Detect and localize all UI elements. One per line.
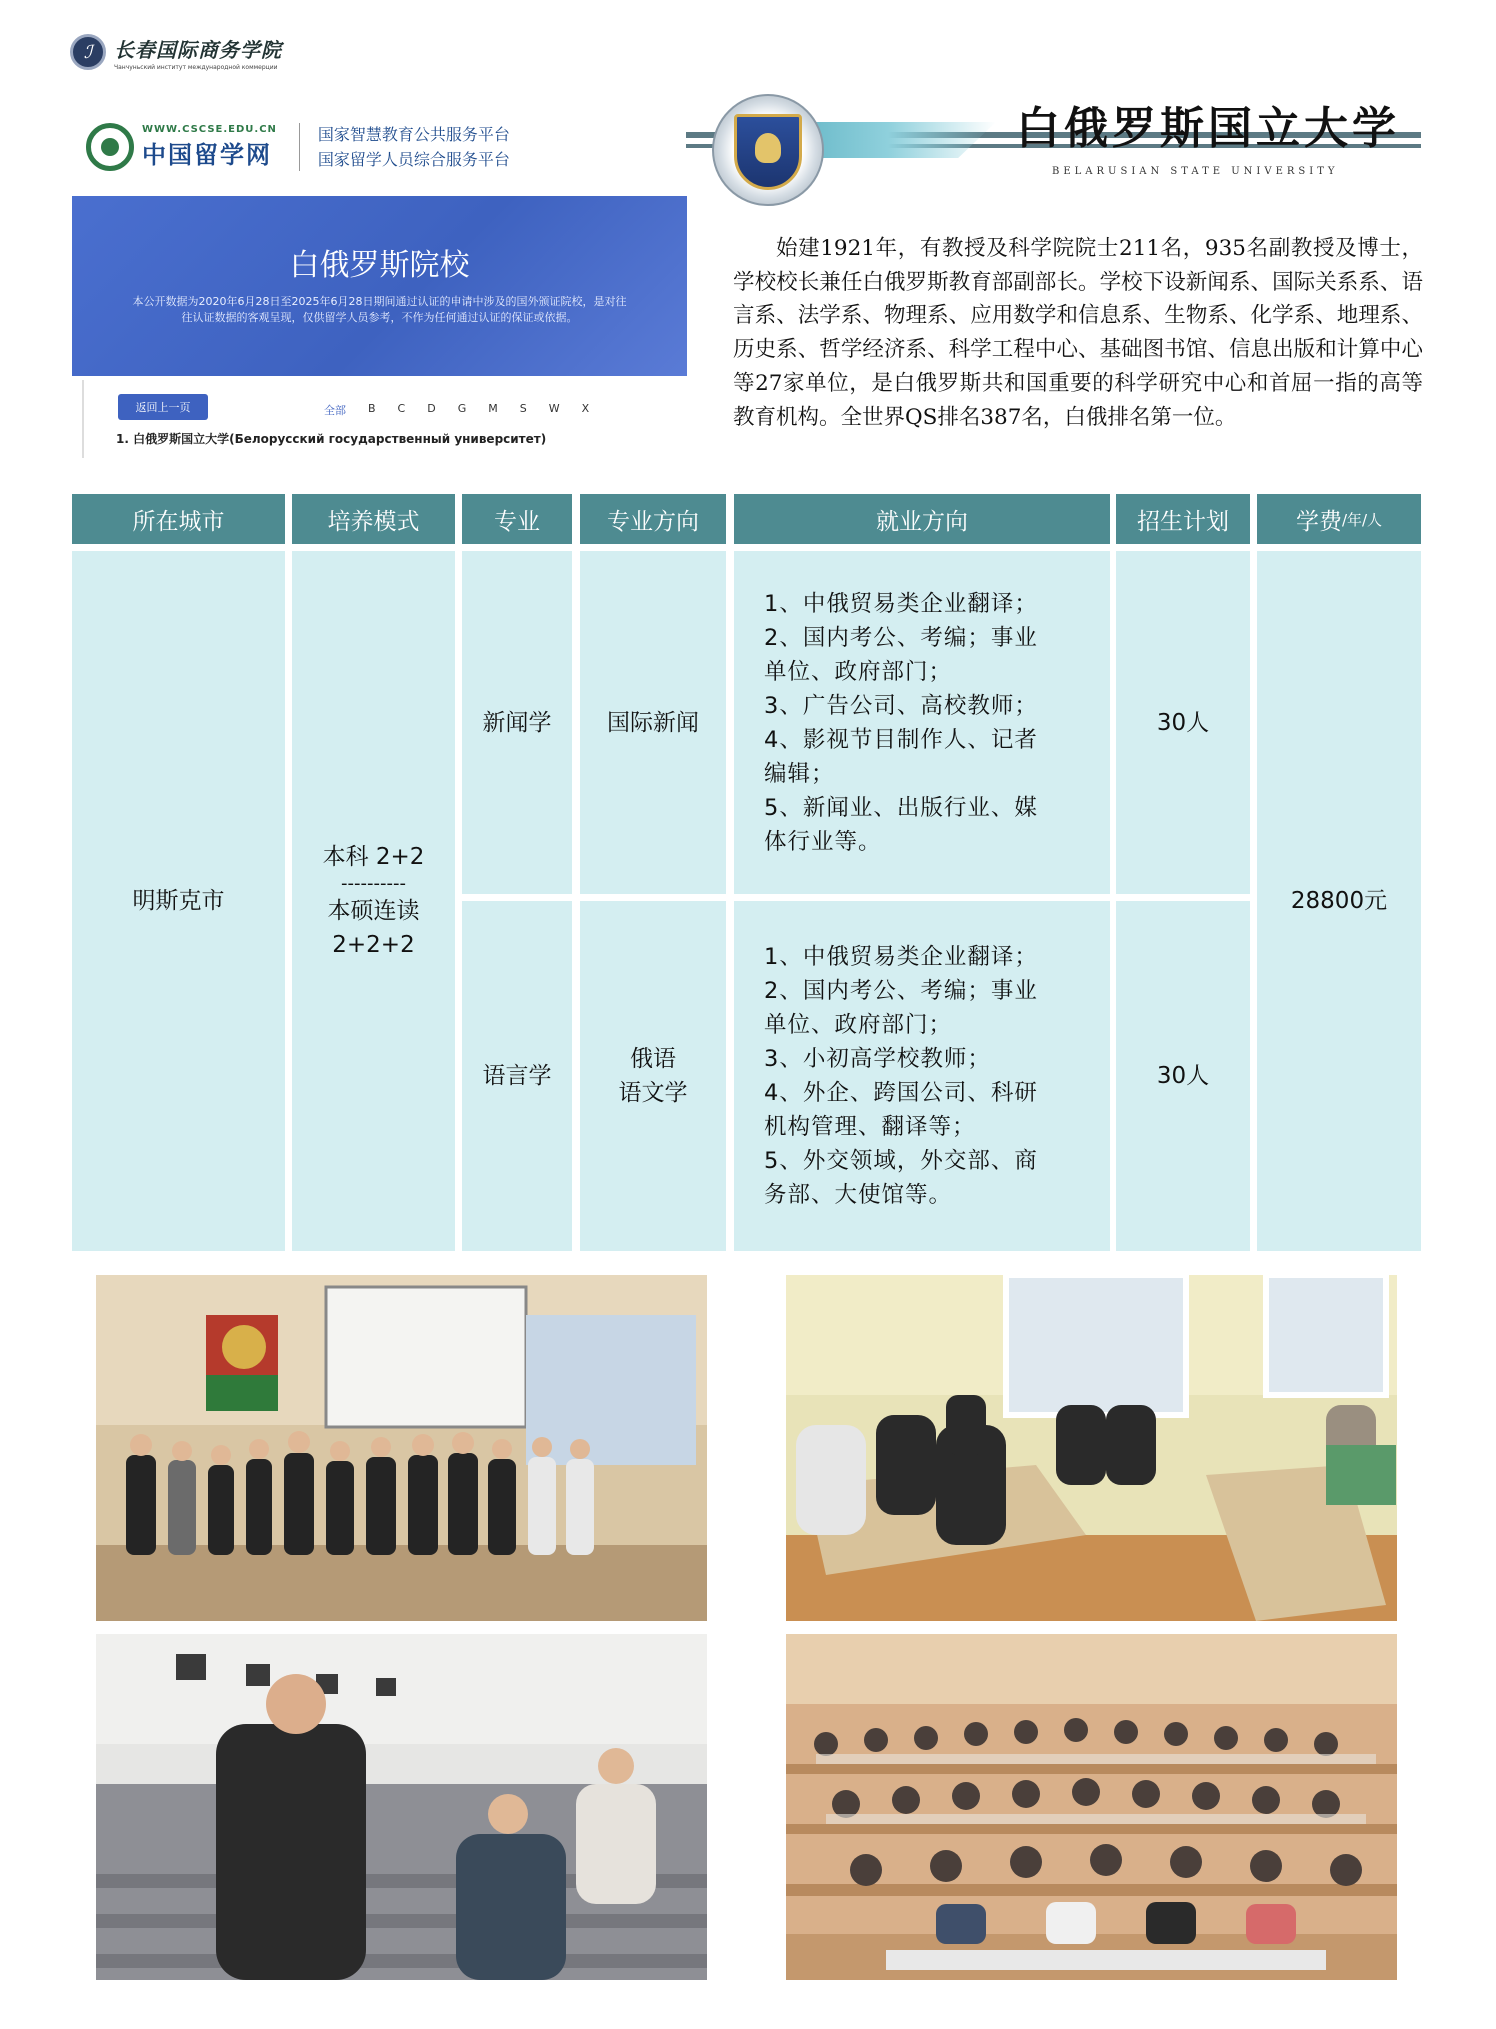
cscse-logo-icon: [86, 123, 134, 171]
cscse-banner: [72, 196, 687, 376]
header-fee: [1257, 494, 1421, 544]
employment-item: 2、国内考公、考编；事业: [764, 978, 1038, 1004]
letter-filter-s[interactable]: S: [519, 402, 527, 415]
school-logo-name: 长春国际商务学院: [114, 37, 282, 62]
cell-employment-2: [734, 901, 1110, 1251]
mode-line2: 本硕连读: [327, 898, 420, 924]
letter-filter-d[interactable]: D: [427, 402, 436, 415]
header-fee-label: 学费: [1295, 508, 1342, 535]
employment-item: 2、国内考公、考编；事业: [764, 624, 1038, 651]
header-direction: 专业方向: [580, 494, 726, 544]
cell-employment-1: [734, 551, 1110, 894]
employment-item: 3、小初高学校教师；: [764, 1046, 991, 1072]
photo-group-stage: [96, 1275, 707, 1621]
photo-classroom: [786, 1275, 1397, 1621]
cscse-divider: [299, 123, 300, 171]
employment-item: 单位、政府部门；: [764, 658, 953, 685]
university-intro: 始建1921年，有教授及科学院院士211名，935名副教授及博士，学校校长兼任白俄罗斯教育部副部长。学校下设新闻系、国际关系系、语言系、法学系、物理系、应用数学和信息系、生物系、化学系、地理系、历史系、哲学经济系、科学工程中心、基础图书馆、信息出版和计算中心等27家单位，是白俄罗斯共和国重要的科学研究中心和首屈一指的高等教育机构。全世界QS排名387名，白俄排名第一位。: [733, 236, 1423, 430]
cell-direction-2: [580, 901, 726, 1251]
header-fee-unit: /年/人: [1341, 510, 1383, 529]
employment-item: 5、外交领域，外交部、商: [764, 1148, 1038, 1174]
employment-list-2: [764, 940, 1038, 1212]
cscse-banner-title: 白俄罗斯院校: [289, 248, 470, 283]
employment-item: 1、中俄贸易类企业翻译；: [764, 590, 1038, 617]
result-item[interactable]: 1. 白俄罗斯国立大学(Белорусский государственный университет): [116, 432, 547, 446]
cell-city: 明斯克市: [72, 551, 285, 1251]
cell-fee: 28800元: [1257, 551, 1421, 1251]
employment-item: 单位、政府部门；: [764, 1012, 953, 1038]
employment-item: 编辑；: [764, 760, 835, 787]
header-city: 所在城市: [72, 494, 285, 544]
cell-mode: [292, 551, 455, 1251]
employment-item: 体行业等。: [764, 828, 882, 855]
cell-direction-1: 国际新闻: [580, 551, 726, 894]
cscse-platform-line1: 国家智慧教育公共服务平台: [317, 125, 510, 144]
cscse-header: [86, 122, 510, 172]
employment-item: 务部、大使馆等。: [764, 1182, 953, 1208]
header-employment: 就业方向: [734, 494, 1110, 544]
photo-lecture-hall: [786, 1634, 1397, 1980]
cell-plan-1: 30人: [1116, 551, 1250, 894]
cell-major-1: 新闻学: [462, 551, 572, 894]
direction-2-line1: 俄语: [630, 1046, 676, 1072]
university-title: 白俄罗斯国立大学: [1016, 103, 1400, 154]
cscse-brand: 中国留学网: [142, 140, 272, 169]
letter-filter-m[interactable]: M: [488, 402, 498, 415]
letter-filter: [324, 402, 611, 418]
mode-line3: 2+2+2: [332, 932, 415, 958]
back-button[interactable]: 返回上一页: [118, 394, 208, 420]
employment-item: 3、广告公司、高校教师；: [764, 692, 1038, 719]
cscse-banner-desc: 本公开数据为2020年6月28日至2025年6月28日期间通过认证的申请中涉及的国外颁证院校，是对往往认证数据的客观呈现，仅供留学人员参考，不作为任何通过认证的保证或依据。: [132, 295, 627, 324]
employment-item: 5、新闻业、出版行业、媒: [764, 794, 1038, 821]
letter-filter-g[interactable]: G: [457, 402, 467, 415]
employment-item: 4、外企、跨国公司、科研: [764, 1080, 1038, 1106]
header-major: 专业: [462, 494, 572, 544]
header-plan: 招生计划: [1116, 494, 1250, 544]
cscse-platform-line2: 国家留学人员综合服务平台: [317, 150, 510, 169]
letter-filter-x[interactable]: X: [581, 402, 590, 415]
cscse-screenshot: [72, 108, 687, 458]
cscse-nav: [82, 380, 672, 458]
employment-item: 4、影视节目制作人、记者: [764, 726, 1038, 753]
mode-divider: ----------: [341, 873, 406, 894]
letter-filter-w[interactable]: W: [548, 402, 560, 415]
school-emblem-icon: ℐ: [70, 34, 106, 70]
header-mode: 培养模式: [292, 494, 455, 544]
school-logo: [70, 32, 300, 72]
school-logo-subtitle: Чанчуньский институт международной коммерции: [114, 63, 278, 71]
direction-2-line2: 语文学: [618, 1080, 688, 1106]
letter-filter-c[interactable]: C: [397, 402, 406, 415]
cell-plan-2: 30人: [1116, 901, 1250, 1251]
letter-filter-all[interactable]: 全部: [324, 404, 346, 417]
letter-filter-b[interactable]: B: [368, 402, 376, 415]
mode-line1: 本科 2+2: [322, 844, 425, 870]
employment-list-1: [764, 587, 1038, 859]
university-subtitle: BELARUSIAN STATE UNIVERSITY: [1052, 166, 1339, 177]
university-crest-icon: [734, 114, 802, 190]
employment-item: 1、中俄贸易类企业翻译；: [764, 944, 1038, 970]
cscse-url: WWW.CSCSE.EDU.CN: [142, 124, 277, 135]
university-header: [686, 92, 1426, 212]
photo-auditorium-speaker: [96, 1634, 707, 1980]
cell-major-2: 语言学: [462, 901, 572, 1251]
employment-item: 机构管理、翻译等；: [764, 1114, 976, 1140]
